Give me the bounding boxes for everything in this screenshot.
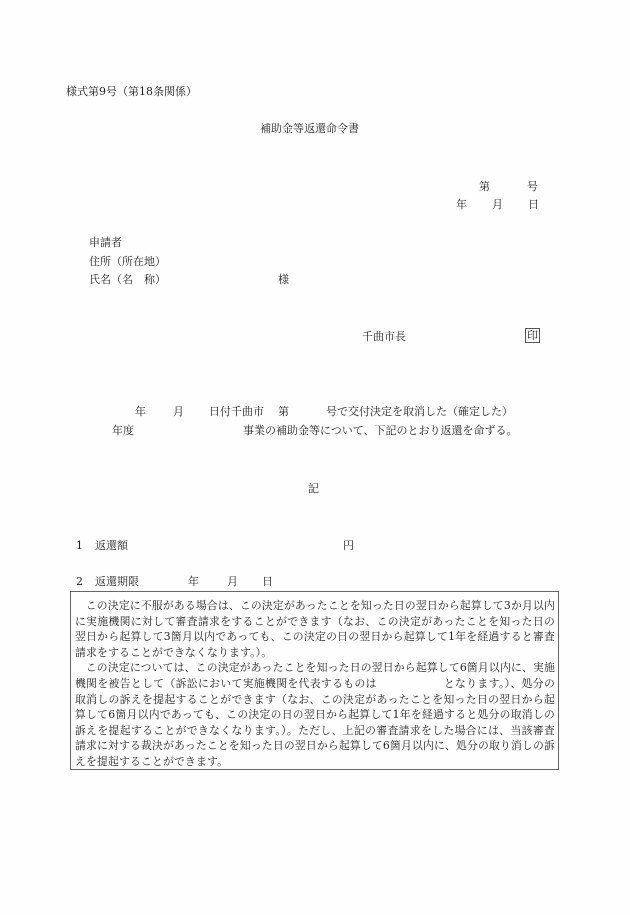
item-2-month: 月 [227, 575, 238, 588]
item-2-year: 年 [188, 575, 199, 588]
item-2-number: 2 [76, 575, 83, 588]
document-title: 補助金等返還命令書 [260, 122, 359, 135]
date-year: 年 [456, 198, 467, 211]
item-1-label: 返還額 [95, 539, 128, 552]
body-no: 第 [278, 405, 289, 418]
ki-heading: 記 [308, 482, 319, 495]
body-day-city: 日付千曲市 [209, 405, 264, 418]
form-number: 様式第9号（第18条関係） [66, 85, 197, 98]
body-line2-rest: 事業の補助金等について、下記のとおり返還を命ずる。 [243, 424, 518, 437]
issuer-title: 千曲市長 [362, 330, 406, 343]
body-year: 年 [135, 405, 146, 418]
item-2-label: 返還期限 [95, 575, 139, 588]
doc-number-suffix: 号 [527, 180, 538, 193]
seal-icon: 印 [527, 329, 538, 342]
body-line1-rest: 号で交付決定を取消した（確定した） [326, 405, 513, 418]
date-month: 月 [492, 198, 503, 211]
item-2-day: 日 [262, 575, 273, 588]
recipient-heading: 申請者 [89, 236, 122, 249]
doc-number-prefix: 第 [479, 180, 490, 193]
honorific: 様 [278, 273, 289, 286]
notice-paragraph-review: この決定に不服がある場合は、この決定があったことを知った日の翌日から起算して3か月以内に実施機関に対して審査請求をすることができます（なお、この決定があったことを知った日の翌日から起算して3箇月以内であっても、この決定の日の翌日から起算して1年を経過すると審査請求をすることができなくなります。）。 [75, 599, 555, 659]
item-1-unit: 円 [343, 539, 354, 552]
seal-mark [525, 328, 540, 343]
body-month: 月 [173, 405, 184, 418]
notice-paragraph-lawsuit: この決定については、この決定があったことを知った日の翌日から起算して6箇月以内に、実施機関を被告として（訴訟において実施機関を代表するものは となります。）、処分の取消しの訴えを提起することができます（なお、この決定があったことを知った日の翌日から起算して6箇月以内であっても、この決定の日の翌日から起算して1年を経過すると処分の取消しの訴えを提起することができなくなります。）。ただし、上記の審査請求をした場合には、当該審査請求に対する裁決があったことを知った日の翌日から起算して6箇月以内に、処分の取り消しの訴えを提起することができます。 [75, 661, 555, 768]
appeal-notice-box [70, 591, 559, 770]
date-day: 日 [528, 198, 539, 211]
body-fiscal-year: 年度 [112, 424, 134, 437]
address-label: 住所（所在地） [89, 255, 166, 268]
item-1-number: 1 [76, 539, 83, 552]
name-label: 氏名（名 称） [89, 273, 166, 286]
